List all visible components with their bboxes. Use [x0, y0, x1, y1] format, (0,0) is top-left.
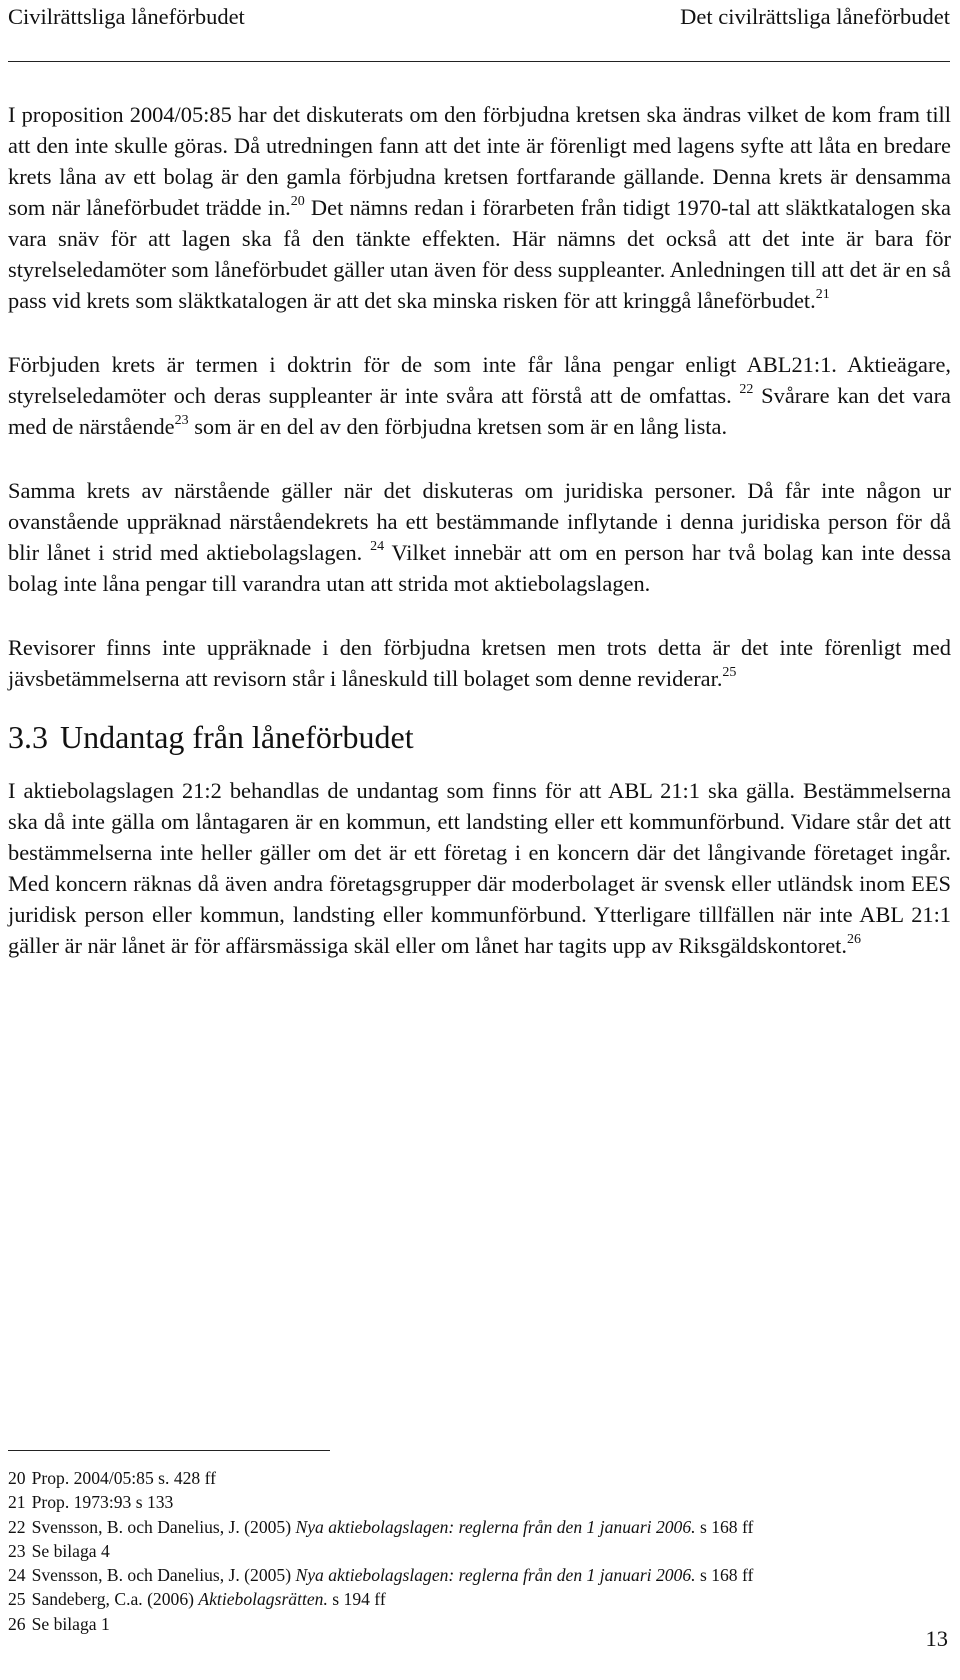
section-number: 3.3 — [8, 719, 48, 755]
paragraph-text: Svårare kan det vara med de närstående — [8, 383, 951, 439]
footnote-item — [8, 1539, 951, 1563]
section-heading — [8, 717, 951, 757]
footnote-ref: 24 — [370, 538, 385, 554]
main-content — [8, 99, 951, 961]
header-left-title: Civilrättsliga låneförbudet — [8, 4, 245, 29]
paragraph-text: I proposition 2004/05:85 har det diskuterats om den förbjudna kretsen ska ändras vilket de kom fram till att den inte skulle göras. Då utredningen fann att det inte är förenligt med lagens syfte att låta en bredare krets låna av ett bolag är den gamla förbjudna kretsen fortfarande gällande. Denna krets är densamma som när låneförbudet trädde in. — [8, 102, 951, 220]
paragraph-text: Samma krets av närstående gäller när det diskuteras om juridiska personer. Då får inte någon ur ovanstående uppräknad närståendekrets ha ett bestämmande inflytande i denna juridiska person för då blir lånet i strid med aktiebolagslagen. — [8, 478, 951, 565]
footnote-text: s 168 ff — [695, 1516, 754, 1537]
paragraph-text: I aktiebolagslagen 21:2 behandlas de undantag som finns för att ABL 21:1 ska gälla. Bestämmelserna ska då inte gälla om låntagaren är en kommun, ett landsting eller ett kommunförbund. Vidare står det att bestämmelserna inte heller gäller om det är ett företag i en koncern där det långivande företaget ingår. Med koncern räknas då även andra företagsgrupper där moderbolaget är svensk eller utländsk inom EES juridisk person eller kommun, landsting eller kommunförbund. Ytterligare tillfällen när inte ABL 21:1 gäller är när lånet är för affärsmässiga skäl eller om lånet har tagits upp av Riksgäldskontoret. — [8, 778, 951, 958]
paragraph-4 — [8, 632, 951, 694]
footnote-number: 22 — [8, 1516, 26, 1537]
footnote-number: 23 — [8, 1540, 26, 1561]
footnote-ref: 20 — [290, 193, 305, 209]
paragraph-1 — [8, 99, 951, 316]
footnote-number: 25 — [8, 1589, 26, 1610]
footnote-ref: 22 — [739, 381, 754, 397]
footnote-number: 24 — [8, 1565, 26, 1586]
footnote-item — [8, 1612, 951, 1636]
paragraph-3 — [8, 475, 951, 599]
footnote-number: 21 — [8, 1492, 26, 1513]
paragraph-text: Revisorer finns inte uppräknade i den förbjudna kretsen men trots detta är det inte förenligt med jävsbetämmelserna att revisorn står i låneskuld till bolaget som denne reviderar. — [8, 635, 951, 691]
footnote-title: Nya aktiebolagslagen: reglerna från den 1 januari 2006. — [295, 1565, 696, 1586]
footnote-ref: 26 — [846, 931, 861, 947]
footnotes — [8, 1466, 951, 1636]
footnote-text: Svensson, B. och Danelius, J. (2005) — [31, 1516, 296, 1537]
paragraph-5 — [8, 775, 951, 961]
header-right-title: Det civilrättsliga låneförbudet — [680, 4, 950, 29]
footnote-text: Sandeberg, C.a. (2006) — [31, 1589, 199, 1610]
footnote-item — [8, 1466, 951, 1490]
running-header — [8, 4, 950, 62]
footnote-number: 26 — [8, 1613, 26, 1634]
footnote-separator — [8, 1450, 330, 1451]
section-title: Undantag från låneförbudet — [60, 719, 414, 755]
footnote-ref: 23 — [174, 412, 189, 428]
footnote-number: 20 — [8, 1468, 26, 1488]
footnote-title: Nya aktiebolagslagen: reglerna från den 1 januari 2006. — [295, 1516, 696, 1537]
footnote-text: s 194 ff — [327, 1589, 386, 1610]
footnote-text: s 168 ff — [695, 1565, 754, 1586]
page-number: 13 — [925, 1626, 948, 1651]
paragraph-text: Det nämns redan i förarbeten från tidigt 1970-tal att släktkatalogen ska vara snäv för att lagen ska få den tänkte effekten. Här nämns det också att det inte är bara för styrelseledamöter som låneförbudet gäller utan även för dess suppleanter. Anledningen till att det är en så pass vid krets som släktkatalogen är att det ska minska risken för att kringgå låneförbudet. — [8, 195, 951, 313]
footnote-item — [8, 1515, 951, 1539]
footnote-text: Se bilaga 1 — [31, 1613, 110, 1634]
footnote-text: Prop. 1973:93 s 133 — [31, 1492, 174, 1513]
footnote-item — [8, 1563, 951, 1587]
footnote-text: Svensson, B. och Danelius, J. (2005) — [31, 1565, 296, 1586]
footnote-title: Aktiebolagsrätten. — [198, 1589, 328, 1610]
paragraph-text: Vilket innebär att om en person har två bolag kan inte dessa bolag inte låna pengar till varandra utan att strida mot aktiebolagslagen. — [8, 540, 952, 596]
footnote-text: Se bilaga 4 — [31, 1540, 110, 1561]
footnote-ref: 21 — [815, 286, 830, 302]
footnote-item — [8, 1490, 951, 1514]
footnote-item — [8, 1587, 951, 1611]
footnote-ref: 25 — [722, 664, 737, 680]
footnote-text: Prop. 2004/05:85 s. 428 ff — [31, 1468, 217, 1488]
paragraph-text: som är en del av den förbjudna kretsen som är en lång lista. — [188, 414, 728, 439]
paragraph-text: Förbjuden krets är termen i doktrin för de som inte får låna pengar enligt ABL21:1. Aktieägare, styrelseledamöter och deras suppleanter är inte svåra att förstå att de omfattas. — [8, 352, 951, 408]
paragraph-2 — [8, 349, 951, 442]
